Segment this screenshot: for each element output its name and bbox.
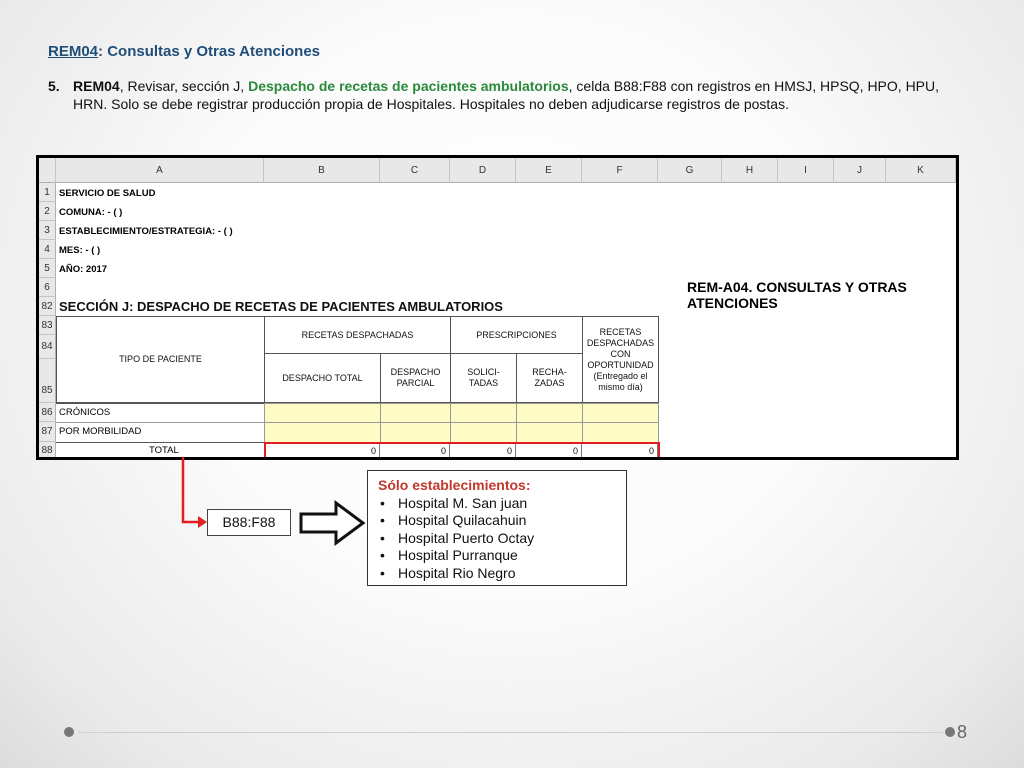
header-prescripciones: PRESCRIPCIONES [450, 316, 583, 354]
header-despacho-parcial: DESPACHO PARCIAL [380, 353, 451, 403]
heading-ref: REM04 [48, 43, 99, 60]
col-header-f[interactable]: F [582, 158, 658, 183]
list-item: • Hospital Purranque [378, 547, 616, 565]
row-header-82[interactable]: 82 [39, 297, 56, 316]
row-label-cronicos[interactable]: CRÓNICOS [59, 407, 111, 418]
cell-establecimiento[interactable]: ESTABLECIMIENTO/ESTRATEGIA: - ( ) [59, 226, 233, 237]
cell-servicio[interactable]: SERVICIO DE SALUD [59, 188, 156, 199]
row-header-2[interactable]: 2 [39, 202, 56, 221]
col-header-k[interactable]: K [886, 158, 956, 183]
row-label-morbilidad[interactable]: POR MORBILIDAD [59, 426, 142, 437]
row-header-86[interactable]: 86 [39, 403, 56, 422]
row-header-4[interactable]: 4 [39, 240, 56, 259]
row-header-87[interactable]: 87 [39, 422, 56, 442]
row-header-3[interactable]: 3 [39, 221, 56, 240]
row-header-83[interactable]: 83 [39, 316, 56, 335]
item-highlight: Despacho de recetas de pacientes ambulatorios [248, 78, 569, 94]
col-header-i[interactable]: I [778, 158, 834, 183]
row-header-5[interactable]: 5 [39, 259, 56, 278]
establishments-title: Sólo establecimientos: [378, 477, 531, 493]
header-tipo-paciente: TIPO DE PACIENTE [56, 316, 265, 403]
total-b88[interactable]: 0 [264, 443, 380, 460]
report-title: REM-A04. CONSULTAS Y OTRAS ATENCIONES [687, 279, 907, 311]
footer-line [78, 732, 944, 733]
establishments-box [367, 470, 627, 586]
row-header-1[interactable]: 1 [39, 183, 56, 202]
col-header-a[interactable]: A [56, 158, 264, 183]
col-header-d[interactable]: D [450, 158, 516, 183]
col-header-c[interactable]: C [380, 158, 450, 183]
item-text-1: , Revisar, sección J, [119, 78, 249, 94]
item-ref: REM04 [73, 78, 120, 94]
col-header-h[interactable]: H [722, 158, 778, 183]
col-header-e[interactable]: E [516, 158, 582, 183]
heading-text: : Consultas y Otras Atenciones [98, 43, 321, 60]
establishments-list [378, 495, 616, 583]
header-despacho-total: DESPACHO TOTAL [264, 353, 381, 403]
item-number: 5. [48, 78, 60, 94]
cell-anio[interactable]: AÑO: 2017 [59, 264, 108, 275]
total-f88[interactable]: 0 [582, 443, 658, 460]
header-rechazadas: RECHA- ZADAS [516, 353, 583, 403]
footer-dot-left [64, 727, 74, 737]
cell-range-label: B88:F88 [207, 509, 291, 536]
col-header-g[interactable]: G [658, 158, 722, 183]
section-title: SECCIÓN J: DESPACHO DE RECETAS DE PACIENTES AMBULATORIOS [59, 299, 503, 314]
list-item: • Hospital Quilacahuin [378, 512, 616, 530]
page-number: 8 [957, 722, 968, 742]
col-header-b[interactable]: B [264, 158, 380, 183]
list-item: • Hospital Puerto Octay [378, 530, 616, 548]
footer-dot-right [945, 727, 955, 737]
header-recetas-despachadas: RECETAS DESPACHADAS [264, 316, 451, 354]
row-header-85[interactable]: 85 [39, 359, 56, 403]
row-header-84[interactable]: 84 [39, 335, 56, 359]
cell-comuna[interactable]: COMUNA: - ( ) [59, 207, 123, 218]
row-header-88[interactable]: 88 [39, 442, 56, 460]
total-c88[interactable]: 0 [380, 443, 450, 460]
total-label[interactable]: TOTAL [149, 445, 179, 456]
cell-mes[interactable]: MES: - ( ) [59, 245, 101, 256]
header-solicitadas: SOLICI- TADAS [450, 353, 517, 403]
item-text-2: , celda B88:F88 con registros en HMSJ, HPSQ, HPO, HPU, HRN. Solo se debe registrar producción propia de Hospitales. Hospitales no deben adjudicarse registros de postas. [73, 78, 940, 112]
list-item: • Hospital M. San juan [378, 495, 616, 513]
row-header-6[interactable]: 6 [39, 278, 56, 297]
total-e88[interactable]: 0 [516, 443, 582, 460]
header-oportunidad: RECETAS DESPACHADAS CON OPORTUNIDAD (Entregado el mismo día) [582, 316, 659, 403]
total-d88[interactable]: 0 [450, 443, 516, 460]
col-header-j[interactable]: J [834, 158, 886, 183]
list-item: • Hospital Rio Negro [378, 565, 616, 583]
